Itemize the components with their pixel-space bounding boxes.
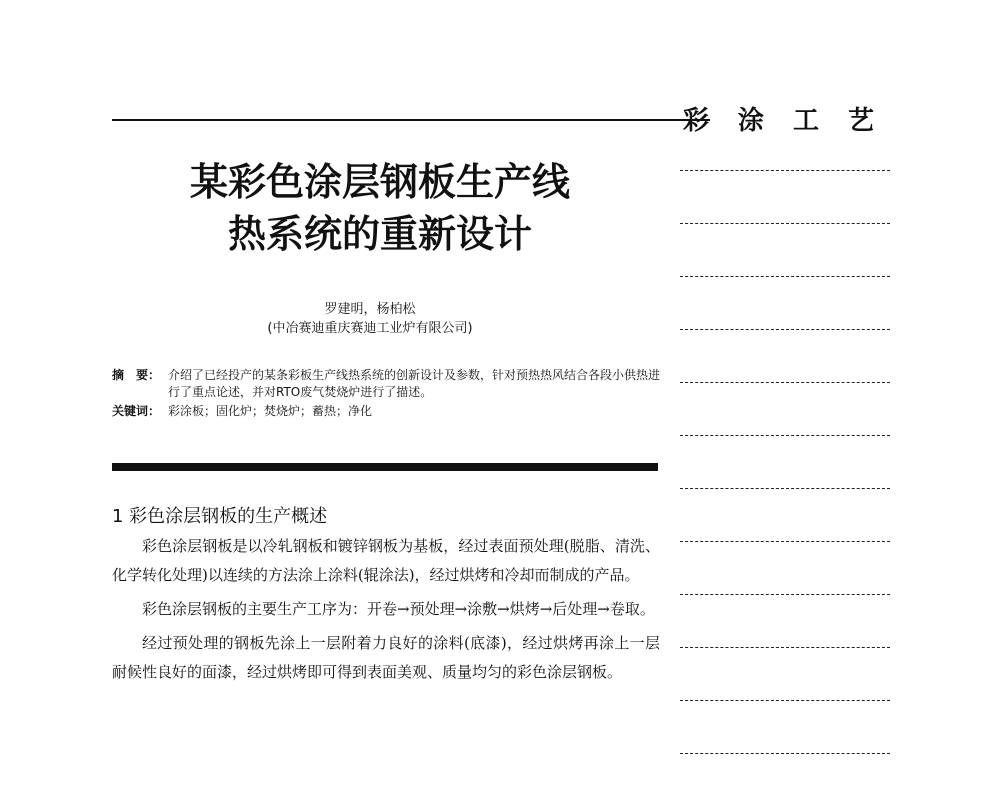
affiliation: (中冶赛迪重庆赛迪工业炉有限公司): [267, 321, 473, 336]
dashed-line: [680, 488, 890, 490]
paragraph: 彩色涂层钢板的主要生产工序为：开卷→预处理→涂敷→烘烤→后处理→卷取。: [142, 600, 655, 618]
margin-dashed-lines: [680, 170, 890, 806]
paragraph: 经过预处理的钢板先涂上一层附着力良好的涂料(底漆)，经过烘烤再涂上一层耐候性良好的面漆，经过烘烤即可得到表面美观、质量均匀的彩色涂层钢板。: [112, 634, 660, 681]
section-divider: [112, 463, 658, 471]
dashed-line: [680, 753, 890, 755]
dashed-line: [680, 276, 890, 278]
authors: 罗建明，杨柏松: [324, 302, 416, 317]
dashed-line: [680, 223, 890, 225]
keywords-row: [112, 403, 662, 420]
section-heading: 1 彩色涂层钢板的生产概述: [112, 506, 328, 527]
article-title-line-1: 某彩色涂层钢板生产线: [189, 160, 570, 204]
dashed-line: [680, 594, 890, 596]
header-rule: [112, 119, 710, 121]
section-header-title: 彩 涂 工 艺: [682, 106, 884, 136]
dashed-line: [680, 647, 890, 649]
keywords-label: 关键词：: [112, 404, 161, 418]
keywords-text: 彩涂板；固化炉；焚烧炉；蓄热；净化: [168, 404, 373, 418]
abstract-label: 摘 要：: [112, 368, 161, 382]
dashed-line: [680, 329, 890, 331]
abstract-block: [112, 367, 662, 420]
dashed-line: [680, 435, 890, 437]
dashed-line: [680, 541, 890, 543]
dashed-line: [680, 700, 890, 702]
dashed-line: [680, 170, 890, 172]
body-text: [112, 532, 660, 692]
article-title-line-2: 热系统的重新设计: [227, 212, 532, 256]
abstract-row: [112, 367, 662, 401]
abstract-text: 介绍了已经投产的某条彩板生产线热系统的创新设计及参数，针对预热热风结合各段小供热进行了重点论述，并对RTO废气焚烧炉进行了描述。: [168, 368, 661, 399]
paragraph: 彩色涂层钢板是以冷轧钢板和镀锌钢板为基板，经过表面预处理(脱脂、清洗、化学转化处理)以连续的方法涂上涂料(辊涂法)，经过烘烤和冷却而制成的产品。: [112, 537, 660, 584]
dashed-line: [680, 382, 890, 384]
